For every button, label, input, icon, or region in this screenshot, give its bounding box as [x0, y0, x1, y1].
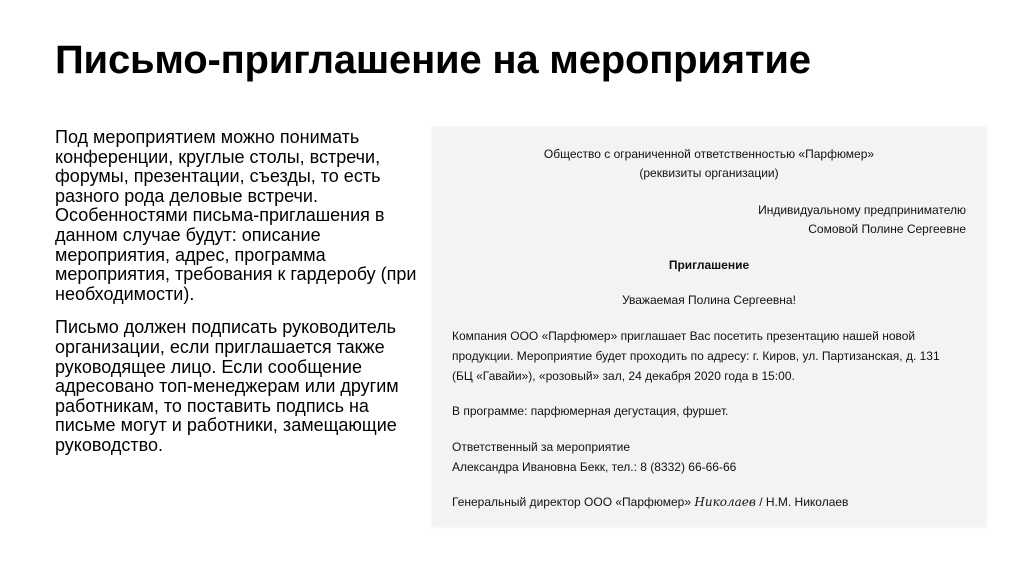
invitation-letter-sample	[432, 127, 986, 527]
letter-org-name: Общество с ограниченной ответственностью «Парфюмер»	[543, 147, 875, 161]
description-paragraph-1: Под мероприятием можно понимать конференции, круглые столы, встречи, форумы, презентации, съезды, то есть разного рода деловые встречи. Особенностями письма-приглашения в данном случае будут: описание мероприятия, адрес, программа мероприятия, требования к гардеробу (при необходимости).	[55, 127, 417, 304]
letter-body-line: продукции. Мероприятие будет проходить по адресу: г. Киров, ул. Партизанская, д. 131	[452, 349, 940, 363]
letter-greeting: Уважаемая Полина Сергеевна!	[622, 293, 796, 307]
letter-recipient-title: Индивидуальному предпринимателю	[758, 203, 966, 217]
letter-responsible-person: Александра Ивановна Бекк, тел.: 8 (8332) 66-66-66	[452, 460, 737, 474]
letter-body-line: Компания ООО «Парфюмер» приглашает Вас посетить презентацию нашей новой	[452, 329, 916, 343]
letter-body-line: (БЦ «Гавайи»), «розовый» зал, 24 декабря 2020 года в 15:00.	[452, 369, 795, 383]
letter-signature-name: / Н.М. Николаев	[759, 495, 849, 509]
letter-handwritten-signature: Николаев	[694, 495, 756, 509]
slide-title: Письмо-приглашение на мероприятие	[55, 38, 811, 82]
letter-heading: Приглашение	[668, 258, 750, 272]
letter-signature-line	[452, 495, 848, 509]
letter-responsible-label: Ответственный за мероприятие	[452, 440, 631, 454]
description-text	[55, 128, 425, 470]
letter-org-details: (реквизиты организации)	[639, 166, 779, 180]
letter-recipient-name: Сомовой Полине Сергеевне	[808, 222, 966, 236]
letter-program: В программе: парфюмерная дегустация, фуршет.	[452, 404, 729, 418]
letter-signature-position: Генеральный директор ООО «Парфюмер»	[452, 495, 692, 509]
description-paragraph-2: Письмо должен подписать руководитель организации, если приглашается также руководящее лицо. Если сообщение адресовано топ-менеджерам или другим работникам, то поставить подпись на письме могут и работники, замещающие руководство.	[55, 317, 399, 455]
